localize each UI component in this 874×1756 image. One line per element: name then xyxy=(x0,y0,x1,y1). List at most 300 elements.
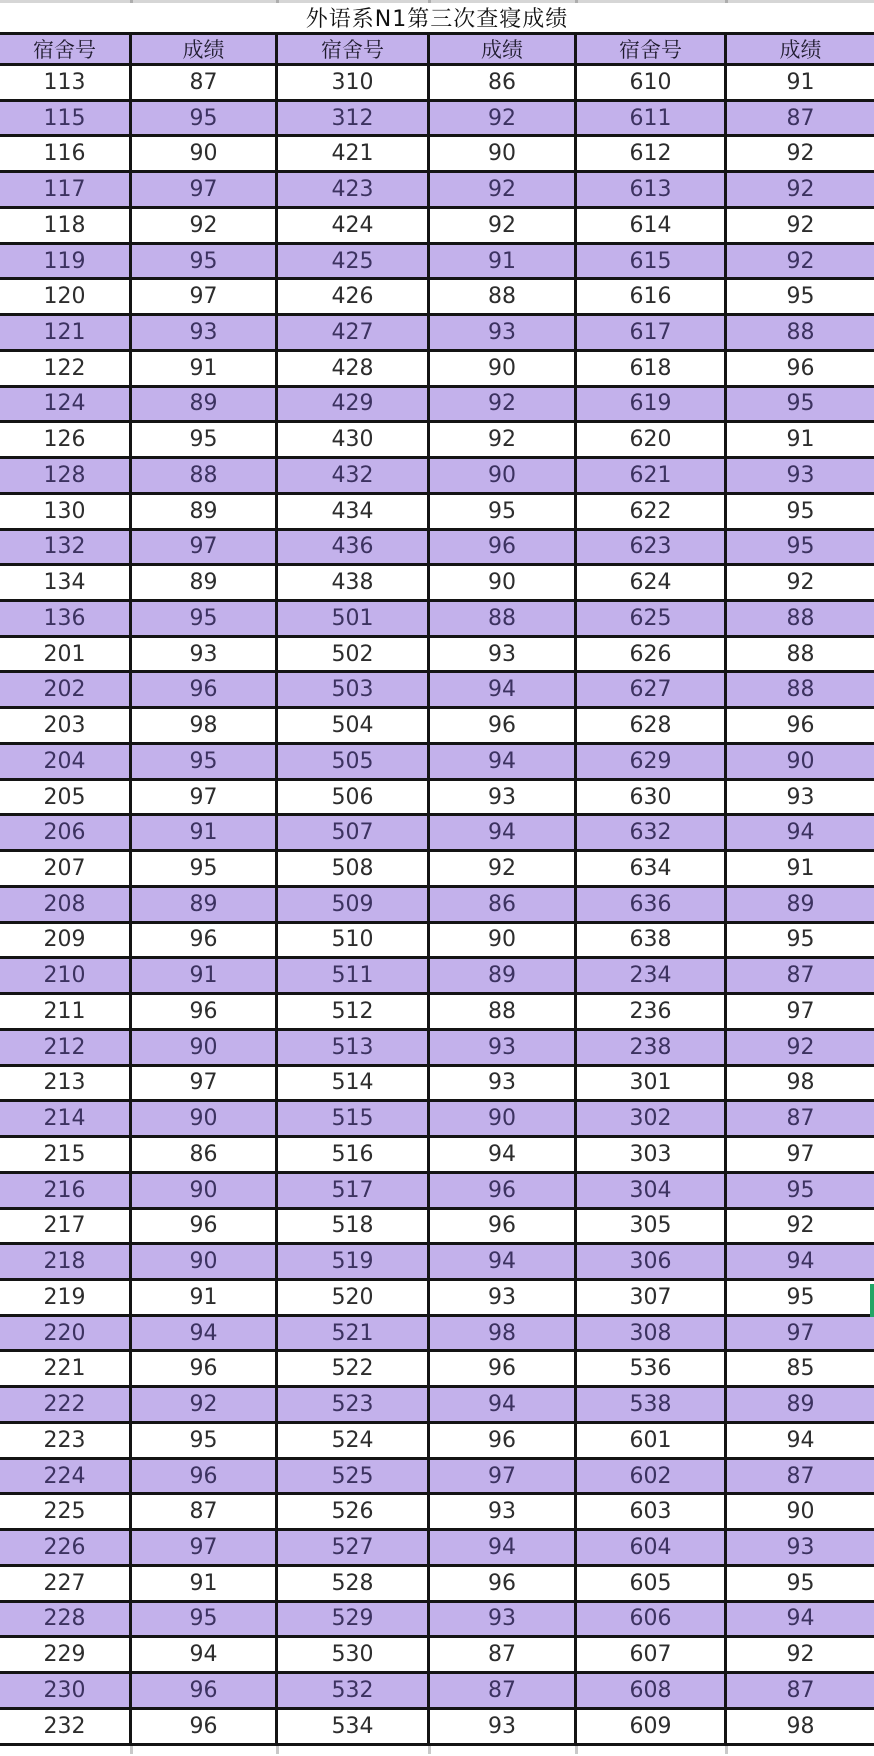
dorm-cell[interactable]: 607 xyxy=(577,1638,727,1671)
table-row xyxy=(0,173,874,209)
score-cell[interactable]: 93 xyxy=(786,462,815,488)
dorm-cell[interactable]: 432 xyxy=(278,459,430,492)
dorm-cell[interactable]: 238 xyxy=(577,1031,727,1064)
dorm-cell[interactable]: 121 xyxy=(0,316,132,349)
score-cell[interactable]: 91 xyxy=(786,427,815,453)
dorm-cell[interactable]: 122 xyxy=(0,352,132,385)
dorm-cell[interactable]: 605 xyxy=(577,1567,727,1600)
gridline-stub xyxy=(725,1746,728,1754)
dorm-cell[interactable]: 623 xyxy=(577,531,727,564)
dorm-cell[interactable]: 209 xyxy=(0,924,132,957)
dorm-cell[interactable]: 525 xyxy=(278,1460,430,1493)
dorm-cell[interactable]: 603 xyxy=(577,1495,727,1528)
dorm-cell[interactable]: 224 xyxy=(0,1460,132,1493)
dorm-cell[interactable]: 425 xyxy=(278,245,430,278)
dorm-cell[interactable]: 210 xyxy=(0,959,132,992)
dorm-column-header[interactable]: 宿舍号 xyxy=(577,35,727,63)
table-row xyxy=(0,566,874,602)
score-cell[interactable]: 87 xyxy=(786,105,815,131)
score-cell[interactable]: 92 xyxy=(430,209,577,242)
dorm-cell[interactable]: 421 xyxy=(278,137,430,170)
score-cell[interactable]: 89 xyxy=(786,891,815,917)
score-cell[interactable]: 88 xyxy=(786,605,815,631)
score-cell[interactable]: 94 xyxy=(786,1606,815,1632)
dorm-cell[interactable]: 529 xyxy=(278,1603,430,1636)
score-cell[interactable]: 93 xyxy=(430,1603,577,1636)
score-cell[interactable]: 92 xyxy=(786,141,815,167)
score-cell[interactable]: 95 xyxy=(132,1424,278,1457)
dorm-cell[interactable]: 502 xyxy=(278,638,430,671)
score-cell[interactable]: 90 xyxy=(132,1245,278,1278)
dorm-cell[interactable]: 524 xyxy=(278,1424,430,1457)
score-cell[interactable]: 89 xyxy=(132,566,278,599)
score-cell[interactable]: 92 xyxy=(786,177,815,203)
dorm-cell[interactable]: 132 xyxy=(0,531,132,564)
dorm-cell[interactable]: 212 xyxy=(0,1031,132,1064)
score-cell[interactable]: 92 xyxy=(430,388,577,421)
score-cell[interactable]: 95 xyxy=(132,852,278,885)
score-cell[interactable]: 96 xyxy=(132,673,278,706)
score-cell[interactable]: 92 xyxy=(786,1034,815,1060)
dorm-cell[interactable]: 232 xyxy=(0,1710,132,1743)
dorm-cell[interactable]: 634 xyxy=(577,852,727,885)
score-cell[interactable]: 92 xyxy=(786,212,815,238)
score-cell[interactable]: 94 xyxy=(430,745,577,778)
table-row xyxy=(0,1245,874,1281)
score-cell[interactable]: 96 xyxy=(430,709,577,742)
dorm-cell[interactable]: 511 xyxy=(278,959,430,992)
dorm-cell[interactable]: 116 xyxy=(0,137,132,170)
score-cell[interactable]: 96 xyxy=(132,924,278,957)
dorm-cell[interactable]: 211 xyxy=(0,995,132,1028)
score-cell[interactable]: 96 xyxy=(132,1674,278,1707)
dorm-cell[interactable]: 303 xyxy=(577,1138,727,1171)
score-cell[interactable]: 96 xyxy=(430,531,577,564)
score-cell[interactable]: 93 xyxy=(786,784,815,810)
dorm-cell[interactable]: 307 xyxy=(577,1281,727,1314)
dorm-cell[interactable]: 616 xyxy=(577,280,727,313)
dorm-cell[interactable]: 632 xyxy=(577,816,727,849)
score-cell[interactable]: 87 xyxy=(786,1463,815,1489)
table-row xyxy=(0,1460,874,1496)
dorm-cell[interactable]: 134 xyxy=(0,566,132,599)
dorm-cell[interactable]: 507 xyxy=(278,816,430,849)
dorm-cell[interactable]: 113 xyxy=(0,66,132,99)
score-cell[interactable]: 93 xyxy=(430,1031,577,1064)
dorm-cell[interactable]: 532 xyxy=(278,1674,430,1707)
score-cell[interactable]: 94 xyxy=(430,1531,577,1564)
score-cell[interactable]: 95 xyxy=(786,1284,815,1310)
score-cell[interactable]: 96 xyxy=(786,713,815,739)
dorm-cell[interactable]: 513 xyxy=(278,1031,430,1064)
dorm-cell[interactable]: 611 xyxy=(577,102,727,135)
dorm-cell[interactable]: 509 xyxy=(278,888,430,921)
dorm-cell[interactable]: 516 xyxy=(278,1138,430,1171)
score-cell[interactable]: 90 xyxy=(430,1102,577,1135)
dorm-cell[interactable]: 216 xyxy=(0,1174,132,1207)
header-row xyxy=(0,32,874,66)
score-cell[interactable]: 96 xyxy=(132,1210,278,1243)
dorm-cell[interactable]: 126 xyxy=(0,423,132,456)
dorm-cell[interactable]: 530 xyxy=(278,1638,430,1671)
dorm-cell[interactable]: 514 xyxy=(278,1067,430,1100)
page-title: 外语系N1第三次查寝成绩 xyxy=(305,7,569,32)
score-cell[interactable]: 97 xyxy=(132,173,278,206)
score-cell[interactable]: 87 xyxy=(786,1677,815,1703)
score-cell[interactable]: 88 xyxy=(786,677,815,703)
score-cell[interactable]: 88 xyxy=(786,320,815,345)
score-cell[interactable]: 89 xyxy=(786,1392,815,1418)
table-row xyxy=(0,388,874,424)
score-cell[interactable]: 95 xyxy=(786,284,815,310)
dorm-cell[interactable]: 628 xyxy=(577,709,727,742)
score-cell[interactable]: 94 xyxy=(132,1317,278,1350)
dorm-cell[interactable]: 424 xyxy=(278,209,430,242)
dorm-cell[interactable]: 207 xyxy=(0,852,132,885)
score-cell[interactable]: 88 xyxy=(430,280,577,313)
score-cell[interactable]: 96 xyxy=(430,1174,577,1207)
score-cell[interactable]: 95 xyxy=(132,423,278,456)
score-cell[interactable]: 94 xyxy=(430,816,577,849)
dorm-cell[interactable]: 506 xyxy=(278,781,430,814)
dorm-cell[interactable]: 624 xyxy=(577,566,727,599)
dorm-cell[interactable]: 136 xyxy=(0,602,132,635)
dorm-cell[interactable]: 518 xyxy=(278,1210,430,1243)
dorm-cell[interactable]: 428 xyxy=(278,352,430,385)
score-cell[interactable]: 97 xyxy=(786,1320,815,1346)
score-cell[interactable]: 97 xyxy=(132,781,278,814)
dorm-cell[interactable]: 214 xyxy=(0,1102,132,1135)
score-cell[interactable]: 95 xyxy=(786,927,815,953)
dorm-cell[interactable]: 225 xyxy=(0,1495,132,1528)
dorm-cell[interactable]: 621 xyxy=(577,459,727,492)
score-cell[interactable]: 90 xyxy=(786,748,815,774)
score-cell[interactable]: 97 xyxy=(132,280,278,313)
score-cell[interactable]: 87 xyxy=(786,963,815,989)
dorm-cell[interactable]: 619 xyxy=(577,388,727,421)
dorm-cell[interactable]: 517 xyxy=(278,1174,430,1207)
dorm-cell[interactable]: 302 xyxy=(577,1102,727,1135)
dorm-cell[interactable]: 117 xyxy=(0,173,132,206)
score-cell[interactable]: 93 xyxy=(132,638,278,671)
table-row xyxy=(0,137,874,173)
score-cell[interactable]: 96 xyxy=(132,1460,278,1493)
score-cell[interactable]: 90 xyxy=(132,1031,278,1064)
dorm-cell[interactable]: 219 xyxy=(0,1281,132,1314)
dorm-cell[interactable]: 234 xyxy=(577,959,727,992)
score-cell[interactable]: 92 xyxy=(430,102,577,135)
score-cell[interactable]: 94 xyxy=(132,1638,278,1671)
dorm-cell[interactable]: 429 xyxy=(278,388,430,421)
dorm-cell[interactable]: 604 xyxy=(577,1531,727,1564)
score-cell[interactable]: 86 xyxy=(430,66,577,99)
score-cell[interactable]: 91 xyxy=(132,816,278,849)
dorm-cell[interactable]: 636 xyxy=(577,888,727,921)
score-cell[interactable]: 95 xyxy=(430,495,577,528)
score-cell[interactable]: 95 xyxy=(132,102,278,135)
score-cell[interactable]: 95 xyxy=(786,1570,815,1596)
dorm-cell[interactable]: 508 xyxy=(278,852,430,885)
score-cell[interactable]: 94 xyxy=(786,1249,815,1275)
score-cell[interactable]: 91 xyxy=(430,245,577,278)
score-cell[interactable]: 96 xyxy=(786,355,815,381)
dorm-cell[interactable]: 626 xyxy=(577,638,727,671)
dorm-cell[interactable]: 304 xyxy=(577,1174,727,1207)
score-cell[interactable]: 95 xyxy=(132,245,278,278)
score-cell[interactable]: 89 xyxy=(132,388,278,421)
dorm-cell[interactable]: 618 xyxy=(577,352,727,385)
dorm-cell[interactable]: 612 xyxy=(577,137,727,170)
dorm-cell[interactable]: 614 xyxy=(577,209,727,242)
score-cell[interactable]: 93 xyxy=(430,1067,577,1100)
score-cell[interactable]: 95 xyxy=(132,745,278,778)
dorm-cell[interactable]: 213 xyxy=(0,1067,132,1100)
score-cell[interactable]: 96 xyxy=(430,1567,577,1600)
score-cell[interactable]: 97 xyxy=(132,531,278,564)
dorm-cell[interactable]: 119 xyxy=(0,245,132,278)
score-cell[interactable]: 90 xyxy=(430,352,577,385)
dorm-cell[interactable]: 201 xyxy=(0,638,132,671)
score-cell[interactable]: 90 xyxy=(132,1102,278,1135)
score-cell[interactable]: 96 xyxy=(132,1710,278,1743)
score-cell[interactable]: 90 xyxy=(430,566,577,599)
score-cell[interactable]: 95 xyxy=(786,498,815,524)
score-cell[interactable]: 92 xyxy=(786,1213,815,1239)
score-cell[interactable]: 91 xyxy=(132,352,278,385)
table-row xyxy=(0,1317,874,1353)
dorm-cell[interactable]: 118 xyxy=(0,209,132,242)
score-cell[interactable]: 93 xyxy=(430,638,577,671)
score-cell[interactable]: 87 xyxy=(132,66,278,99)
dorm-cell[interactable]: 430 xyxy=(278,423,430,456)
score-cell[interactable]: 96 xyxy=(430,1210,577,1243)
dorm-cell[interactable]: 602 xyxy=(577,1460,727,1493)
score-cell[interactable]: 97 xyxy=(786,998,815,1024)
score-cell[interactable]: 98 xyxy=(786,1713,815,1739)
dorm-cell[interactable]: 427 xyxy=(278,316,430,349)
score-cell[interactable]: 96 xyxy=(430,1424,577,1457)
dorm-cell[interactable]: 504 xyxy=(278,709,430,742)
score-cell[interactable]: 88 xyxy=(430,602,577,635)
dorm-cell[interactable]: 606 xyxy=(577,1603,727,1636)
dorm-cell[interactable]: 308 xyxy=(577,1317,727,1350)
score-cell[interactable]: 87 xyxy=(430,1638,577,1671)
dorm-cell[interactable]: 236 xyxy=(577,995,727,1028)
score-cell[interactable]: 91 xyxy=(132,1281,278,1314)
score-cell[interactable]: 94 xyxy=(786,820,815,846)
score-cell[interactable]: 95 xyxy=(786,534,815,560)
score-cell[interactable]: 91 xyxy=(786,69,815,95)
score-cell[interactable]: 92 xyxy=(430,852,577,885)
score-cell[interactable]: 96 xyxy=(430,1352,577,1385)
score-column-header[interactable]: 成绩 xyxy=(132,35,278,63)
dorm-cell[interactable]: 128 xyxy=(0,459,132,492)
dorm-cell[interactable]: 538 xyxy=(577,1388,727,1421)
dorm-cell[interactable]: 228 xyxy=(0,1603,132,1636)
dorm-cell[interactable]: 528 xyxy=(278,1567,430,1600)
dorm-cell[interactable]: 521 xyxy=(278,1317,430,1350)
dorm-cell[interactable]: 423 xyxy=(278,173,430,206)
score-cell[interactable]: 95 xyxy=(786,1177,815,1203)
dorm-cell[interactable]: 622 xyxy=(577,495,727,528)
dorm-cell[interactable]: 312 xyxy=(278,102,430,135)
score-cell[interactable]: 90 xyxy=(132,137,278,170)
score-cell[interactable]: 94 xyxy=(430,1388,577,1421)
dorm-cell[interactable]: 505 xyxy=(278,745,430,778)
dorm-cell[interactable]: 438 xyxy=(278,566,430,599)
dorm-cell[interactable]: 229 xyxy=(0,1638,132,1671)
dorm-cell[interactable]: 615 xyxy=(577,245,727,278)
score-cell[interactable]: 94 xyxy=(430,1245,577,1278)
dorm-cell[interactable]: 609 xyxy=(577,1710,727,1743)
dorm-cell[interactable]: 523 xyxy=(278,1388,430,1421)
score-cell[interactable]: 91 xyxy=(786,856,815,882)
score-cell[interactable]: 91 xyxy=(132,959,278,992)
dorm-cell[interactable]: 203 xyxy=(0,709,132,742)
dorm-cell[interactable]: 301 xyxy=(577,1067,727,1100)
score-cell[interactable]: 92 xyxy=(430,423,577,456)
score-cell[interactable]: 89 xyxy=(132,888,278,921)
score-cell[interactable]: 95 xyxy=(786,391,815,417)
dorm-cell[interactable]: 227 xyxy=(0,1567,132,1600)
score-column-header[interactable]: 成绩 xyxy=(779,38,822,62)
score-cell[interactable]: 89 xyxy=(430,959,577,992)
dorm-cell[interactable]: 204 xyxy=(0,745,132,778)
score-cell[interactable]: 92 xyxy=(430,173,577,206)
score-cell[interactable]: 97 xyxy=(786,1141,815,1167)
dorm-column-header[interactable]: 宿舍号 xyxy=(278,35,430,63)
score-cell[interactable]: 93 xyxy=(132,316,278,349)
score-cell[interactable]: 93 xyxy=(430,1281,577,1314)
score-cell[interactable]: 92 xyxy=(132,1388,278,1421)
dorm-cell[interactable]: 608 xyxy=(577,1674,727,1707)
dorm-cell[interactable]: 610 xyxy=(577,66,727,99)
dorm-cell[interactable]: 217 xyxy=(0,1210,132,1243)
dorm-cell[interactable]: 306 xyxy=(577,1245,727,1278)
score-cell[interactable]: 88 xyxy=(786,641,815,667)
dorm-cell[interactable]: 222 xyxy=(0,1388,132,1421)
score-cell[interactable]: 90 xyxy=(430,459,577,492)
score-cell[interactable]: 97 xyxy=(430,1460,577,1493)
score-cell[interactable]: 90 xyxy=(132,1174,278,1207)
dorm-cell[interactable]: 130 xyxy=(0,495,132,528)
score-cell[interactable]: 86 xyxy=(430,888,577,921)
score-cell[interactable]: 93 xyxy=(430,781,577,814)
dorm-cell[interactable]: 120 xyxy=(0,280,132,313)
dorm-cell[interactable]: 520 xyxy=(278,1281,430,1314)
score-cell[interactable]: 94 xyxy=(430,1138,577,1171)
score-cell[interactable]: 98 xyxy=(786,1070,815,1096)
dorm-cell[interactable]: 426 xyxy=(278,280,430,313)
dorm-cell[interactable]: 115 xyxy=(0,102,132,135)
dorm-cell[interactable]: 202 xyxy=(0,673,132,706)
score-cell[interactable]: 90 xyxy=(786,1499,815,1525)
score-cell[interactable]: 87 xyxy=(786,1106,815,1132)
score-cell[interactable]: 92 xyxy=(786,570,815,596)
gridline-stub xyxy=(428,0,431,3)
score-cell[interactable]: 93 xyxy=(786,1534,815,1560)
dorm-cell[interactable]: 638 xyxy=(577,924,727,957)
dorm-cell[interactable]: 124 xyxy=(0,388,132,421)
dorm-cell[interactable]: 221 xyxy=(0,1352,132,1385)
score-cell[interactable]: 87 xyxy=(430,1674,577,1707)
dorm-cell[interactable]: 536 xyxy=(577,1352,727,1385)
table-row xyxy=(0,245,874,281)
dorm-cell[interactable]: 510 xyxy=(278,924,430,957)
score-cell[interactable]: 95 xyxy=(132,1603,278,1636)
dorm-cell[interactable]: 617 xyxy=(577,316,727,349)
score-column-header[interactable]: 成绩 xyxy=(430,35,577,63)
dorm-cell[interactable]: 220 xyxy=(0,1317,132,1350)
dorm-cell[interactable]: 205 xyxy=(0,781,132,814)
score-cell[interactable]: 92 xyxy=(132,209,278,242)
dorm-cell[interactable]: 501 xyxy=(278,602,430,635)
dorm-cell[interactable]: 630 xyxy=(577,781,727,814)
dorm-cell[interactable]: 601 xyxy=(577,1424,727,1457)
score-cell[interactable]: 86 xyxy=(132,1138,278,1171)
score-cell[interactable]: 93 xyxy=(430,1495,577,1528)
score-cell[interactable]: 96 xyxy=(132,995,278,1028)
score-cell[interactable]: 93 xyxy=(430,1710,577,1743)
dorm-cell[interactable]: 620 xyxy=(577,423,727,456)
score-cell[interactable]: 94 xyxy=(786,1427,815,1453)
dorm-column-header[interactable]: 宿舍号 xyxy=(0,35,132,63)
dorm-cell[interactable]: 206 xyxy=(0,816,132,849)
dorm-cell[interactable]: 208 xyxy=(0,888,132,921)
score-cell[interactable]: 92 xyxy=(786,248,815,274)
score-cell[interactable]: 92 xyxy=(786,1642,815,1668)
score-cell[interactable]: 97 xyxy=(132,1067,278,1100)
dorm-cell[interactable]: 503 xyxy=(278,673,430,706)
dorm-cell[interactable]: 534 xyxy=(278,1710,430,1743)
dorm-cell[interactable]: 230 xyxy=(0,1674,132,1707)
score-cell[interactable]: 90 xyxy=(430,924,577,957)
dorm-cell[interactable]: 613 xyxy=(577,173,727,206)
score-cell[interactable]: 98 xyxy=(430,1317,577,1350)
dorm-cell[interactable]: 223 xyxy=(0,1424,132,1457)
score-cell[interactable]: 94 xyxy=(430,673,577,706)
dorm-cell[interactable]: 625 xyxy=(577,602,727,635)
score-cell[interactable]: 87 xyxy=(132,1495,278,1528)
score-cell[interactable]: 88 xyxy=(132,459,278,492)
dorm-cell[interactable]: 226 xyxy=(0,1531,132,1564)
score-cell[interactable]: 93 xyxy=(430,316,577,349)
dorm-cell[interactable]: 515 xyxy=(278,1102,430,1135)
dorm-cell[interactable]: 218 xyxy=(0,1245,132,1278)
dorm-cell[interactable]: 310 xyxy=(278,66,430,99)
dorm-cell[interactable]: 519 xyxy=(278,1245,430,1278)
dorm-cell[interactable]: 215 xyxy=(0,1138,132,1171)
dorm-cell[interactable]: 512 xyxy=(278,995,430,1028)
score-cell[interactable]: 90 xyxy=(430,137,577,170)
score-cell[interactable]: 96 xyxy=(132,1352,278,1385)
score-cell[interactable]: 88 xyxy=(430,995,577,1028)
score-cell[interactable]: 89 xyxy=(132,495,278,528)
score-cell[interactable]: 85 xyxy=(786,1356,815,1382)
score-cell[interactable]: 98 xyxy=(132,709,278,742)
dorm-cell[interactable]: 436 xyxy=(278,531,430,564)
dorm-cell[interactable]: 629 xyxy=(577,745,727,778)
dorm-cell[interactable]: 527 xyxy=(278,1531,430,1564)
score-cell[interactable]: 97 xyxy=(132,1531,278,1564)
dorm-cell[interactable]: 627 xyxy=(577,673,727,706)
dorm-cell[interactable]: 434 xyxy=(278,495,430,528)
dorm-cell[interactable]: 522 xyxy=(278,1352,430,1385)
dorm-cell[interactable]: 526 xyxy=(278,1495,430,1528)
score-cell[interactable]: 91 xyxy=(132,1567,278,1600)
score-cell[interactable]: 95 xyxy=(132,602,278,635)
dorm-cell[interactable]: 305 xyxy=(577,1210,727,1243)
